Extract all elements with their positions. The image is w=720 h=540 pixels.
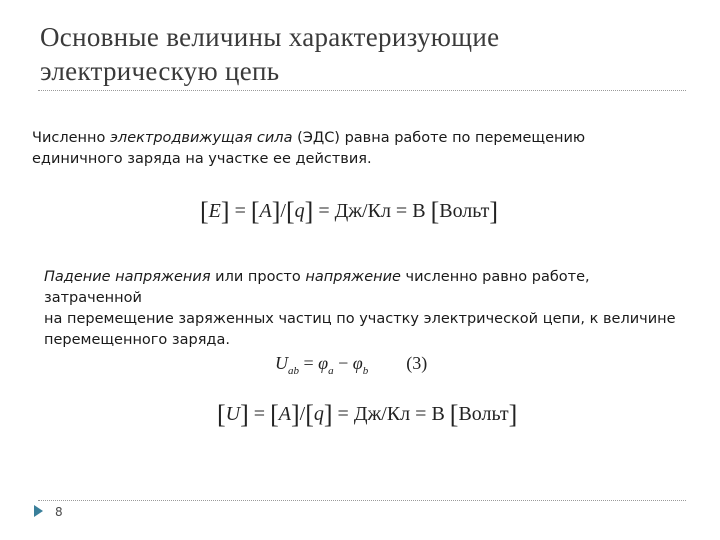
formula2-minus: − <box>333 353 353 373</box>
voltage-text-3: на перемещение заряженных частиц по участку электрической цепи, к величине <box>44 311 676 327</box>
formula3-eq: = <box>248 403 271 425</box>
slide-title <box>40 20 680 88</box>
slide-title-line-2: электрическую цепь <box>40 56 280 86</box>
voltage-potential-formula <box>275 353 427 377</box>
emf-text-2: (ЭДС) равна работе по перемещению <box>292 130 586 146</box>
voltage-definition-paragraph <box>44 267 684 351</box>
potential-a-symbol: φ <box>318 353 329 373</box>
voltage-drop-term: Падение напряжения <box>44 269 211 285</box>
work-symbol-2: A <box>278 403 291 425</box>
voltage-unit-symbol: U <box>225 403 241 425</box>
work-symbol: A <box>259 200 272 222</box>
emf-definition-paragraph <box>32 128 672 170</box>
potential-b-symbol: φ <box>352 353 363 373</box>
voltage-symbol: U <box>275 353 288 373</box>
formula1-slash: / <box>280 200 286 222</box>
voltage-text-2: численно равно работе, затраченной <box>44 269 590 306</box>
potential-a-subscript: a <box>328 365 334 377</box>
formula3-units: = Дж/Кл = В <box>332 403 450 425</box>
formula1-units: = Дж/Кл = В <box>313 200 431 222</box>
equation-number: (3) <box>406 353 428 373</box>
voltage-text-4: перемещенного заряда. <box>44 332 230 348</box>
charge-symbol-2: q <box>313 403 324 425</box>
formula1-unit-name: Вольт <box>439 200 490 222</box>
emf-unit-formula: [E] = [A]/[q] = Дж/Кл = В [Вольт] <box>200 197 499 226</box>
emf-text-3: единичного заряда на участке ее действия. <box>32 151 372 167</box>
triangle-bullet-icon <box>34 505 43 517</box>
charge-symbol: q <box>294 200 305 222</box>
emf-symbol: E <box>208 200 221 222</box>
voltage-text-1: или просто <box>210 269 306 285</box>
emf-text-1: Численно <box>32 130 110 146</box>
formula3-unit-name: Вольт <box>458 403 509 425</box>
emf-term: электродвижущая сила <box>109 130 293 146</box>
voltage-term: напряжение <box>305 269 401 285</box>
footer-divider <box>38 500 686 501</box>
formula2-eq: = <box>299 353 319 373</box>
voltage-unit-formula: [U] = [A]/[q] = Дж/Кл = В [Вольт] <box>217 400 518 429</box>
title-divider <box>38 90 686 91</box>
slide-title-line-1: Основные величины характеризующие <box>40 22 500 52</box>
page-number: 8 <box>55 505 63 519</box>
formula1-eq: = <box>229 200 251 222</box>
voltage-subscript: ab <box>288 365 299 377</box>
potential-b-subscript: b <box>362 365 369 377</box>
formula3-slash: / <box>299 403 306 425</box>
